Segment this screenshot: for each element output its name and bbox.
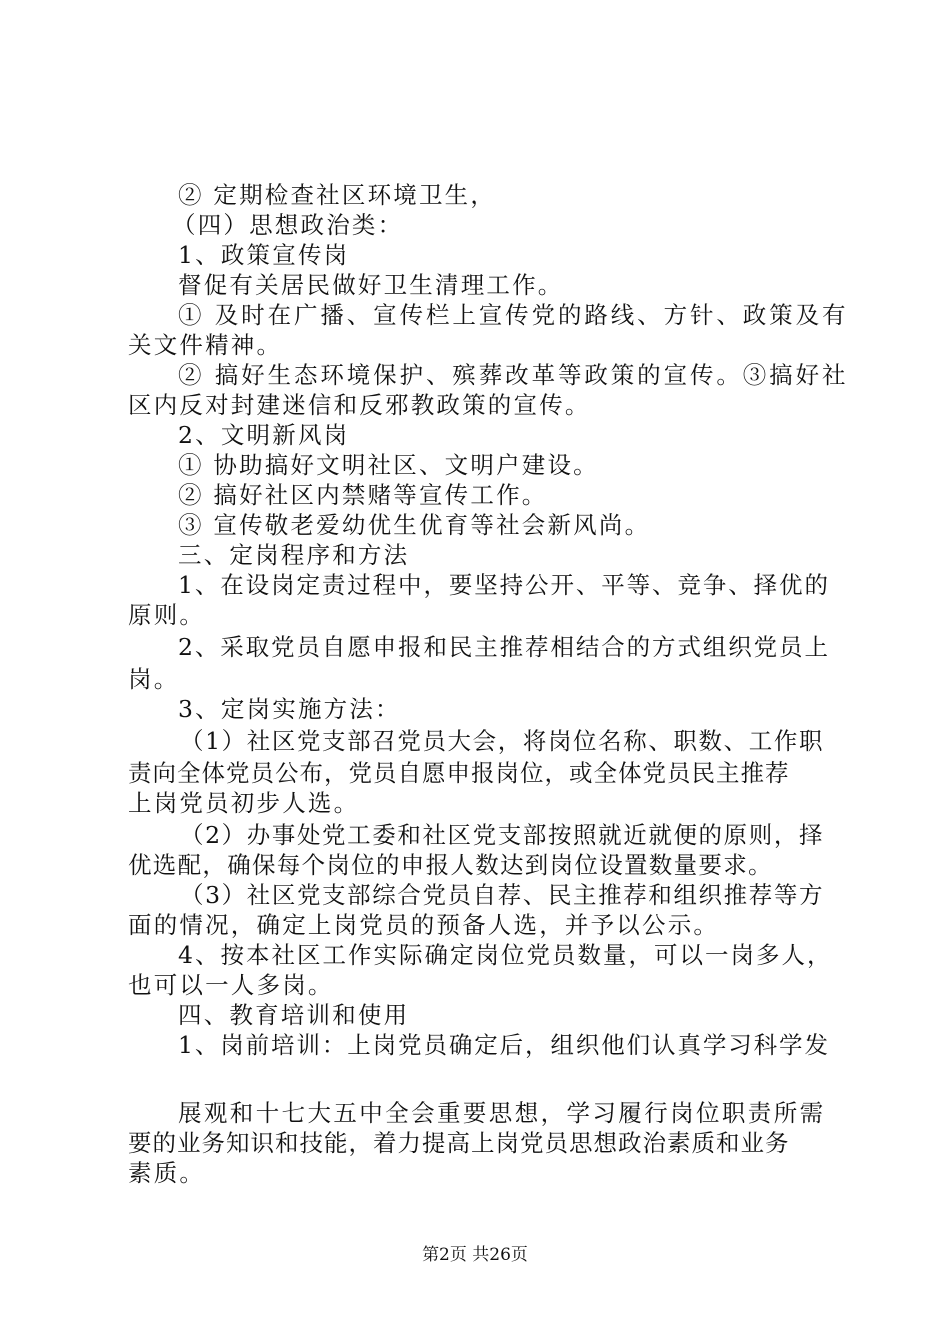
text-line: 原则。 (128, 601, 206, 629)
text-line: 上岗党员初步人选。 (128, 789, 360, 817)
text-line: 4、按本社区工作实际确定岗位党员数量，可以一岗多人， (178, 941, 833, 969)
text-line: （3）社区党支部综合党员自荐、民主推荐和组织推荐等方 (180, 881, 825, 909)
page-number: 第2页 共26页 (422, 1245, 528, 1265)
text-line: 展观和十七大五中全会重要思想，学习履行岗位职责所需 (178, 1099, 826, 1127)
text-line: 1、岗前培训：上岗党员确定后，组织他们认真学习科学发 (178, 1031, 830, 1059)
text-line: 2、文明新风岗 (178, 421, 350, 449)
text-line: 也可以一人多岗。 (128, 971, 334, 999)
text-line: ① 及时在广播、宣传栏上宣传党的路线、方针、政策及有 (178, 301, 849, 329)
text-line: （2）办事处党工委和社区党支部按照就近就便的原则，择 (180, 821, 825, 849)
text-line: 1、在设岗定责过程中，要坚持公开、平等、竞争、择优的 (178, 571, 830, 599)
section-heading: 四、教育培训和使用 (178, 1001, 410, 1029)
text-line: 关文件精神。 (128, 331, 283, 359)
text-line: 2、采取党员自愿申报和民主推荐相结合的方式组织党员上 (178, 633, 830, 661)
text-line: 要的业务知识和技能，着力提高上岗党员思想政治素质和业务 (128, 1129, 790, 1157)
text-line: 岗。 (128, 665, 180, 693)
text-line: ② 搞好社区内禁赌等宣传工作。 (178, 481, 548, 509)
text-line: 3、定岗实施方法： (178, 695, 401, 723)
text-line: （四）思想政治类： (172, 211, 404, 239)
text-line: （1）社区党支部召党员大会，将岗位名称、职数、工作职 (180, 727, 825, 755)
text-line: ② 定期检查社区环境卫生， (178, 181, 497, 209)
text-line: 面的情况，确定上岗党员的预备人选，并予以公示。 (128, 911, 720, 939)
text-line: 区内反对封建迷信和反邪教政策的宣传。 (128, 391, 591, 419)
text-line: 督促有关居民做好卫生清理工作。 (178, 271, 564, 299)
text-line: 优选配，确保每个岗位的申报人数达到岗位设置数量要求。 (128, 851, 773, 879)
text-line: ③ 宣传敬老爱幼优生优育等社会新风尚。 (178, 511, 651, 539)
text-line: 1、政策宣传岗 (178, 241, 350, 269)
text-line: ② 搞好生态环境保护、殡葬改革等政策的宣传。③搞好社 (178, 361, 849, 389)
section-heading: 三、定岗程序和方法 (178, 541, 410, 569)
text-line: 素质。 (128, 1159, 206, 1187)
text-line: ① 协助搞好文明社区、文明户建设。 (178, 451, 599, 479)
text-line: 责向全体党员公布，党员自愿申报岗位，或全体党员民主推荐 (128, 759, 790, 787)
